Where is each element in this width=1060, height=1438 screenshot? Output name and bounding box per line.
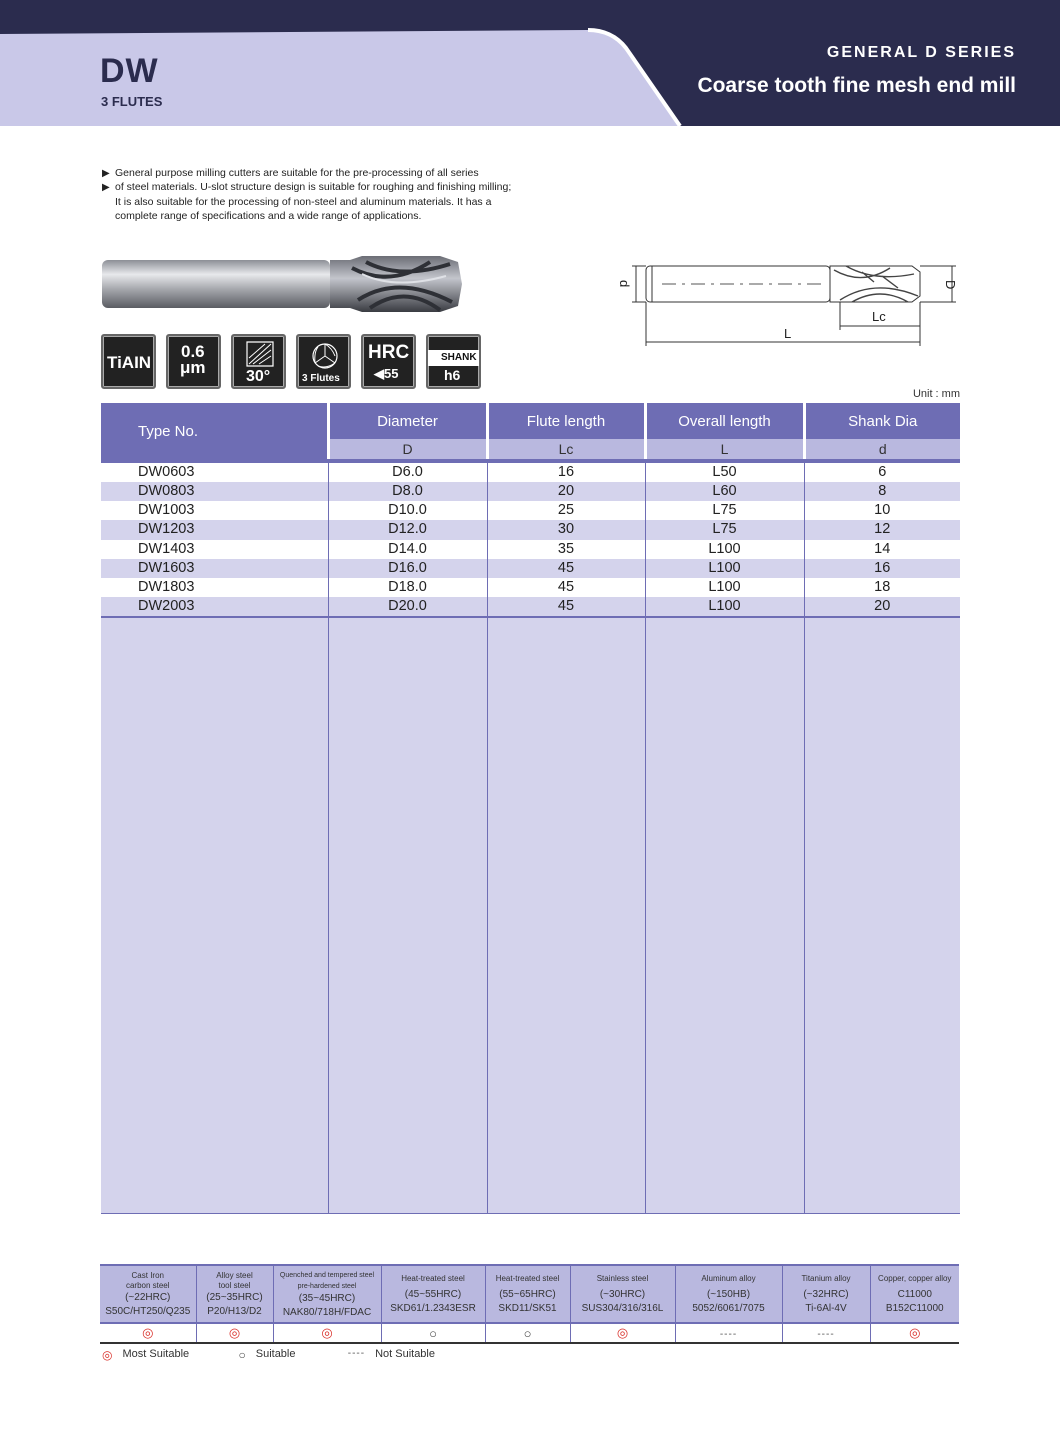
- subheader-L: L: [645, 439, 804, 461]
- material-cell: Copper, copper alloy C11000 B152C11000: [870, 1265, 959, 1323]
- material-cell: Aluminum alloy (~150HB) 5052/6061/7075: [675, 1265, 782, 1323]
- cell-diameter: D14.0: [328, 540, 487, 559]
- header-type-no: Type No.: [101, 403, 328, 461]
- end-mill-photo: [100, 254, 470, 321]
- rating-most-suitable-icon: ◎: [196, 1323, 273, 1343]
- table-row: [101, 597, 960, 617]
- cell-type: DW1203: [101, 520, 328, 539]
- material-cell: Heat-treated steel (45~55HRC) SKD61/1.2343ESR: [381, 1265, 485, 1323]
- cell-shank-dia: 12: [804, 520, 960, 539]
- hrc-label: HRC: [368, 342, 410, 363]
- suitable-label: Suitable: [255, 1348, 296, 1360]
- cell-flute-length: 45: [487, 559, 645, 578]
- cell-type: DW1403: [101, 540, 328, 559]
- specification-table: [101, 403, 960, 1214]
- cell-overall-length: L50: [645, 461, 804, 482]
- cell-shank-dia: 16: [804, 559, 960, 578]
- cell-type: DW1003: [101, 501, 328, 520]
- header-flute-length: Flute length: [487, 403, 645, 439]
- shank-tolerance-icon: [426, 334, 481, 389]
- cell-overall-length: L75: [645, 520, 804, 539]
- material-cell: Alloy steel tool steel (25~35HRC) P20/H13/D2: [196, 1265, 273, 1323]
- unit-label: Unit : mm: [912, 388, 960, 400]
- material-cell: Titanium alloy (~32HRC) Ti-6Al-4V: [782, 1265, 870, 1323]
- table-row: [101, 461, 960, 482]
- cell-shank-dia: 18: [874, 579, 891, 596]
- rating-most-suitable-icon: ◎: [273, 1323, 381, 1343]
- shank-label: SHANK: [441, 352, 477, 363]
- page-header: [0, 0, 1060, 126]
- cell-diameter: D8.0: [328, 482, 487, 501]
- most-suitable-icon: ◎: [102, 1348, 113, 1362]
- header-overall-length: Overall length: [645, 403, 804, 439]
- suitable-icon: ○: [238, 1348, 246, 1362]
- material-cell: Heat-treated steel (55~65HRC) SKD11/SK51: [485, 1265, 570, 1323]
- cell-shank-dia: 8: [804, 482, 960, 501]
- empty-table-area: [101, 617, 960, 1213]
- cell-shank-dia: 20: [804, 597, 960, 617]
- header-diameter: Diameter: [328, 403, 487, 439]
- material-cell: Quenched and tempered steel pre-hardened steel (35~45HRC) NAK80/718H/FDAC: [273, 1265, 381, 1323]
- helix-angle-value: 30°: [246, 368, 271, 385]
- dimension-drawing: [612, 260, 962, 355]
- subheader-D: D: [328, 439, 487, 461]
- cell-flute-length: 20: [487, 482, 645, 501]
- table-row: [101, 501, 960, 520]
- cell-diameter: D10.0: [328, 501, 487, 520]
- table-row: [101, 559, 960, 578]
- feature-icons: [101, 334, 481, 389]
- bullet-arrow-icon: ▶: [102, 168, 110, 179]
- coating-icon: [101, 334, 156, 389]
- material-names-row: [100, 1265, 959, 1323]
- table-row: [101, 482, 960, 501]
- edge-radius-value: 0.6: [181, 342, 205, 361]
- product-description: [102, 166, 542, 223]
- cell-type: DW2003: [101, 597, 328, 617]
- rating-not-suitable-icon: ----: [782, 1323, 870, 1343]
- cell-shank-dia: 10: [874, 502, 891, 519]
- cell-flute-length: 45: [487, 597, 645, 617]
- cell-overall-length: L100: [645, 578, 804, 597]
- series-title: GENERAL D SERIES: [826, 44, 1016, 61]
- description-line: complete range of specifications and a wide range of applications.: [115, 209, 422, 222]
- material-cell: Cast Iron carbon steel (~22HRC) S50C/HT250/Q235: [100, 1265, 196, 1323]
- edge-radius-icon: [166, 334, 221, 389]
- not-suitable-label: Not Suitable: [375, 1348, 435, 1360]
- dim-label-Lc: Lc: [872, 309, 886, 324]
- most-suitable-label: Most Suitable: [122, 1348, 190, 1360]
- rating-most-suitable-icon: ◎: [870, 1323, 959, 1343]
- product-subtitle: Coarse tooth fine mesh end mill: [697, 74, 1016, 97]
- cell-type: DW1803: [101, 578, 328, 597]
- coating-label: TiAIN: [107, 353, 152, 372]
- header-shank-dia: Shank Dia: [804, 403, 960, 439]
- description-line: ▶ of steel materials. U-slot structure design is suitable for roughing and finishing milling;: [102, 180, 542, 194]
- not-suitable-icon: ----: [347, 1348, 366, 1359]
- material-cell: Stainless steel (~30HRC) SUS304/316/316L: [570, 1265, 675, 1323]
- cell-flute-length: 16: [487, 461, 645, 482]
- subheader-Lc: Lc: [487, 439, 645, 461]
- hrc-icon: [361, 334, 416, 389]
- cell-flute-length: 30: [487, 520, 645, 539]
- cell-diameter: D16.0: [328, 559, 487, 578]
- helix-angle-icon: [231, 334, 286, 389]
- cell-flute-length: 35: [487, 540, 645, 559]
- hrc-value: 55: [384, 366, 399, 381]
- dim-label-d: d: [617, 280, 632, 288]
- rating-suitable-icon: ○: [381, 1323, 485, 1343]
- flute-count-label: 3 FLUTES: [101, 94, 163, 109]
- cell-flute-length: 45: [487, 578, 645, 597]
- cell-overall-length: L60: [645, 482, 804, 501]
- rating-most-suitable-icon: ◎: [570, 1323, 675, 1343]
- table-row: [101, 520, 960, 539]
- edge-radius-unit: μm: [180, 358, 206, 377]
- cell-flute-length: 25: [487, 501, 645, 520]
- cell-type: DW0603: [101, 461, 328, 482]
- model-title: DW: [100, 52, 159, 90]
- cell-diameter: D6.0: [328, 461, 487, 482]
- material-suitability-table: [100, 1264, 959, 1344]
- cell-diameter: D12.0: [328, 520, 487, 539]
- rating-most-suitable-icon: ◎: [100, 1323, 196, 1343]
- table-row: [101, 540, 960, 559]
- bullet-arrow-icon: ▶: [102, 182, 110, 194]
- rating-legend: [102, 1348, 435, 1362]
- cell-overall-length: L100: [645, 540, 804, 559]
- shank-tolerance-value: h6: [444, 367, 461, 383]
- table-row: [101, 578, 960, 597]
- dim-label-L: L: [784, 326, 792, 341]
- cell-type: DW0803: [101, 482, 328, 501]
- description-line: It is also suitable for the processing of non-steel and aluminum materials. It has a: [115, 195, 492, 208]
- flutes-label: 3 Flutes: [302, 373, 340, 384]
- three-flutes-icon: [296, 334, 351, 389]
- subheader-d: d: [804, 439, 960, 461]
- cell-type: DW1603: [101, 559, 328, 578]
- cell-overall-length: L100: [645, 559, 804, 578]
- rating-suitable-icon: ○: [485, 1323, 570, 1343]
- description-line: ▶ General purpose milling cutters are suitable for the pre-processing of all series: [102, 166, 542, 180]
- rating-not-suitable-icon: ----: [675, 1323, 782, 1343]
- cell-diameter: D20.0: [328, 597, 487, 617]
- less-than-icon: ◀: [374, 366, 384, 381]
- cell-overall-length: L75: [645, 501, 804, 520]
- cell-shank-dia: 14: [874, 540, 891, 557]
- cell-shank-dia: 6: [804, 461, 960, 482]
- dim-label-D: D: [943, 280, 958, 290]
- hrc-value-wrap: [374, 366, 398, 382]
- cell-overall-length: L100: [645, 597, 804, 617]
- cell-diameter: D18.0: [328, 578, 487, 597]
- suitability-row: [100, 1323, 959, 1343]
